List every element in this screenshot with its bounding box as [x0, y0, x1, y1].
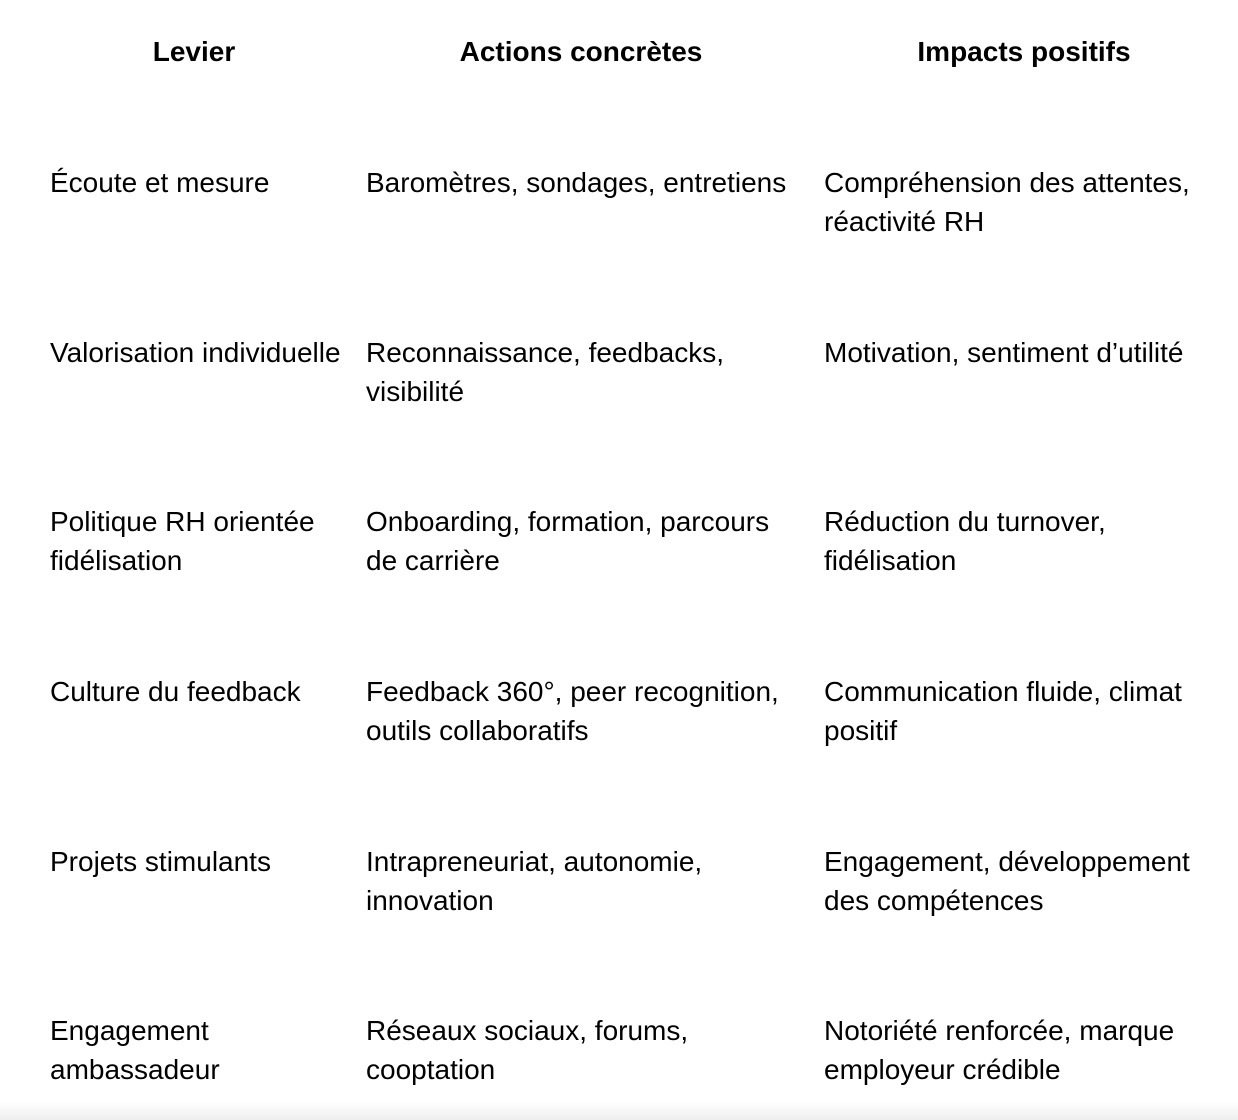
cell-levier: Écoute et mesure [50, 167, 270, 198]
cell-actions: Baromètres, sondages, entretiens [366, 167, 787, 198]
table-row [0, 672, 1238, 762]
cell-impacts: Notoriété renforcée, marque employeur crédible [824, 1015, 1175, 1085]
header-levier: Levier [152, 36, 236, 67]
cell-levier: Engagement ambassadeur [50, 1015, 220, 1085]
cell-impacts: Motivation, sentiment d’utilité [824, 337, 1184, 368]
cell-impacts: Réduction du turnover, fidélisation [824, 506, 1106, 576]
cell-impacts: Compréhension des attentes, réactivité RH [824, 167, 1190, 237]
cell-actions: Reconnaissance, feedbacks, visibilité [366, 337, 724, 407]
cell-actions: Onboarding, formation, parcours de carrière [366, 506, 770, 576]
table-row [0, 163, 1238, 253]
bottom-edge-shadow [0, 1102, 1238, 1120]
cell-levier: Projets stimulants [50, 846, 271, 877]
cell-levier: Politique RH orientée fidélisation [50, 506, 315, 576]
cell-levier: Valorisation individuelle [50, 337, 341, 368]
table-row [0, 333, 1238, 423]
cell-levier: Culture du feedback [50, 676, 301, 707]
header-impacts: Impacts positifs [917, 36, 1131, 67]
table-header-row [0, 34, 1238, 74]
cell-impacts: Engagement, développement des compétences [824, 846, 1190, 916]
cell-actions: Réseaux sociaux, forums, cooptation [366, 1015, 689, 1085]
cell-actions: Feedback 360°, peer recognition, outils collaboratifs [366, 676, 779, 746]
cell-actions: Intrapreneuriat, autonomie, innovation [366, 846, 703, 916]
table-row [0, 502, 1238, 592]
header-actions: Actions concrètes [459, 36, 703, 67]
table-row [0, 842, 1238, 932]
cell-impacts: Communication fluide, climat positif [824, 676, 1182, 746]
table-row [0, 1011, 1238, 1101]
